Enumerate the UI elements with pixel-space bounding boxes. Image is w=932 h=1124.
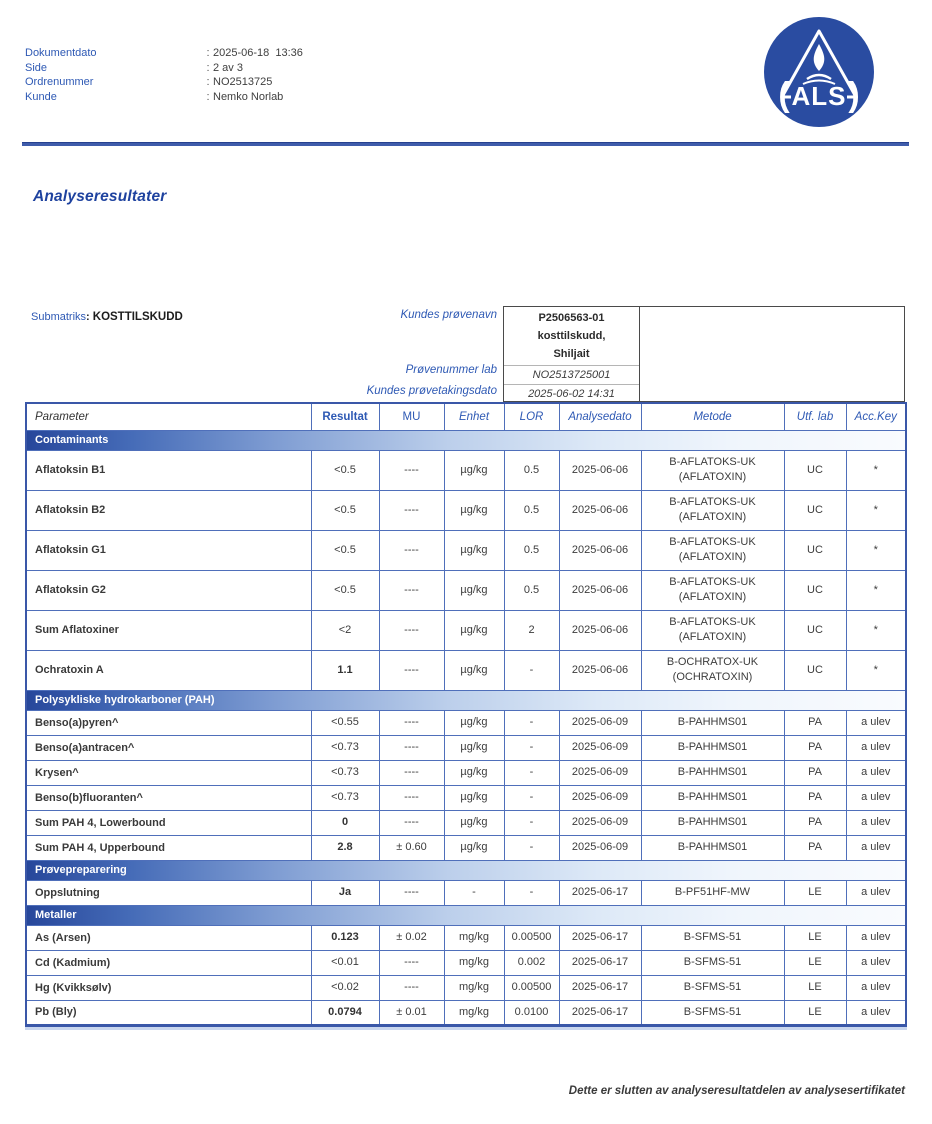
acc-key-cell: a ulev [846,835,906,860]
result-row [26,810,906,835]
method-cell: B-SFMS-51 [641,1000,784,1025]
field-separator: : [206,76,210,89]
sample-info-box [503,306,640,402]
results-table [25,402,907,1027]
parameter-cell: As (Arsen) [26,925,311,950]
als-logo-graphic [763,16,875,128]
acc-key-cell: a ulev [846,925,906,950]
lor-cell: 0.5 [504,530,559,570]
lor-cell: - [504,785,559,810]
acc-key-cell: a ulev [846,785,906,810]
col-header-mu: MU [379,403,444,430]
mu-cell: ± 0.02 [379,925,444,950]
mu-cell: ---- [379,570,444,610]
lor-cell: 0.00500 [504,975,559,1000]
parameter-cell: Aflatoksin B2 [26,490,311,530]
method-cell: B-SFMS-51 [641,975,784,1000]
result-cell: 2.8 [311,835,379,860]
submatriks-field [31,311,183,323]
acc-key-cell: a ulev [846,975,906,1000]
result-row [26,760,906,785]
result-cell: 1.1 [311,650,379,690]
result-cell: <0.55 [311,710,379,735]
lor-cell: 0.002 [504,950,559,975]
result-cell: <0.73 [311,760,379,785]
acc-key-cell: a ulev [846,880,906,905]
unit-cell: µg/kg [444,490,504,530]
col-header-utf-lab: Utf. lab [784,403,846,430]
logo-paren-open: ( [778,76,790,114]
lor-cell: - [504,760,559,785]
lab-cell: PA [784,735,846,760]
analysis-date-cell: 2025-06-09 [559,760,641,785]
analysis-date-cell: 2025-06-17 [559,950,641,975]
document-header-fields [25,46,303,104]
analysis-date-cell: 2025-06-17 [559,1000,641,1025]
section-band-row [26,690,906,710]
method-cell: B-PAHHMS01 [641,810,784,835]
result-row [26,835,906,860]
unit-cell: µg/kg [444,760,504,785]
section-band-title: Metaller [26,905,906,925]
parameter-cell: Aflatoksin B1 [26,450,311,490]
lab-cell: UC [784,490,846,530]
field-value: 2025-06-18 13:36 [213,47,303,59]
col-header-parameter: Parameter [26,403,311,430]
mu-cell: ---- [379,760,444,785]
header-divider [22,142,909,146]
header-field-side [25,61,303,76]
result-cell: 0.0794 [311,1000,379,1025]
unit-cell: mg/kg [444,925,504,950]
lor-cell: - [504,735,559,760]
analysis-date-cell: 2025-06-09 [559,785,641,810]
method-cell: B-SFMS-51 [641,950,784,975]
result-row [26,1000,906,1025]
unit-cell: µg/kg [444,530,504,570]
field-label: Ordrenummer [25,76,94,89]
lor-cell: 0.00500 [504,925,559,950]
result-row [26,925,906,950]
col-header-resultat: Resultat [311,403,379,430]
lor-cell: - [504,650,559,690]
acc-key-cell: * [846,490,906,530]
lab-cell: PA [784,810,846,835]
field-label: Kunde [25,90,57,103]
parameter-cell: Ochratoxin A [26,650,311,690]
unit-cell: µg/kg [444,650,504,690]
lab-cell: LE [784,925,846,950]
mu-cell: ± 0.60 [379,835,444,860]
parameter-cell: Benso(a)pyren^ [26,710,311,735]
col-header-enhet: Enhet [444,403,504,430]
acc-key-cell: * [846,450,906,490]
section-band-row [26,860,906,880]
col-header-analysedato: Analysedato [559,403,641,430]
lab-cell: UC [784,650,846,690]
result-cell: <0.5 [311,570,379,610]
lor-cell: - [504,835,559,860]
sample-name-line: P2506563-01 [538,312,605,324]
mu-cell: ---- [379,530,444,570]
analysis-date-cell: 2025-06-09 [559,710,641,735]
lab-cell: LE [784,950,846,975]
analysis-date-cell: 2025-06-17 [559,975,641,1000]
logo-text: ALS [791,81,847,111]
lor-cell: 0.0100 [504,1000,559,1025]
field-label: Side [25,61,48,74]
acc-key-cell: a ulev [846,710,906,735]
lor-cell: 0.5 [504,450,559,490]
parameter-cell: Pb (Bly) [26,1000,311,1025]
result-cell: Ja [311,880,379,905]
method-cell: B-AFLATOKS-UK (AFLATOXIN) [641,490,784,530]
unit-cell: µg/kg [444,785,504,810]
lab-number-value: NO2513725001 [504,365,639,384]
result-row [26,650,906,690]
unit-cell: µg/kg [444,450,504,490]
result-cell: <0.5 [311,490,379,530]
mu-cell: ---- [379,610,444,650]
unit-cell: mg/kg [444,1000,504,1025]
sampling-date-value: 2025-06-02 14:31 [504,384,639,403]
sample-name-line: Shiljait [553,348,590,360]
parameter-cell: Aflatoksin G1 [26,530,311,570]
lab-cell: LE [784,975,846,1000]
method-cell: B-PF51HF-MW [641,880,784,905]
field-label: Dokumentdato [25,47,97,59]
method-cell: B-PAHHMS01 [641,735,784,760]
analysis-date-cell: 2025-06-06 [559,570,641,610]
lab-cell: LE [784,1000,846,1025]
results-table-head-row [26,403,906,430]
lor-cell: 2 [504,610,559,650]
parameter-cell: Hg (Kvikksølv) [26,975,311,1000]
parameter-cell: Benso(b)fluoranten^ [26,785,311,810]
sample-name [504,307,639,365]
lor-cell: 0.5 [504,490,559,530]
lab-cell: UC [784,570,846,610]
result-row [26,785,906,810]
lab-number-label: Prøvenummer lab [405,364,497,376]
unit-cell: mg/kg [444,950,504,975]
mu-cell: ---- [379,710,444,735]
analysis-date-cell: 2025-06-09 [559,835,641,860]
acc-key-cell: * [846,650,906,690]
section-band-title: Contaminants [26,430,906,450]
result-cell: 0 [311,810,379,835]
mu-cell: ---- [379,880,444,905]
sample-name-label: Kundes prøvenavn [400,309,497,321]
field-value: NO2513725 [213,76,273,89]
result-row [26,450,906,490]
unit-cell: mg/kg [444,975,504,1000]
lab-cell: UC [784,450,846,490]
result-row [26,880,906,905]
method-cell: B-PAHHMS01 [641,710,784,735]
result-row [26,490,906,530]
acc-key-cell: * [846,530,906,570]
sample-info-empty-box [640,306,905,402]
parameter-cell: Krysen^ [26,760,311,785]
field-separator: : [206,47,210,59]
mu-cell: ---- [379,490,444,530]
lab-cell: PA [784,760,846,785]
submatriks-value: KOSTTILSKUDD [92,311,183,323]
parameter-cell: Benso(a)antracen^ [26,735,311,760]
method-cell: B-AFLATOKS-UK (AFLATOXIN) [641,610,784,650]
analysis-date-cell: 2025-06-06 [559,650,641,690]
unit-cell: µg/kg [444,735,504,760]
unit-cell: µg/kg [444,810,504,835]
result-row [26,610,906,650]
acc-key-cell: * [846,610,906,650]
result-cell: <0.5 [311,530,379,570]
footer-note: Dette er slutten av analyseresultatdelen av analysesertifikatet [568,1085,905,1097]
acc-key-cell: a ulev [846,810,906,835]
parameter-cell: Cd (Kadmium) [26,950,311,975]
mu-cell: ---- [379,650,444,690]
result-cell: <0.5 [311,450,379,490]
analysis-date-cell: 2025-06-09 [559,810,641,835]
analysis-date-cell: 2025-06-09 [559,735,641,760]
unit-cell: µg/kg [444,710,504,735]
col-header-metode: Metode [641,403,784,430]
field-separator: : [206,61,210,74]
acc-key-cell: a ulev [846,1000,906,1025]
mu-cell: ---- [379,785,444,810]
lab-cell: PA [784,835,846,860]
result-row [26,530,906,570]
analysis-date-cell: 2025-06-06 [559,490,641,530]
logo-paren-close: ) [848,76,860,114]
method-cell: B-OCHRATOX-UK (OCHRATOXIN) [641,650,784,690]
result-cell: <0.02 [311,975,379,1000]
section-band-title: Polysykliske hydrokarboner (PAH) [26,690,906,710]
unit-cell: - [444,880,504,905]
analysis-date-cell: 2025-06-06 [559,610,641,650]
lor-cell: - [504,710,559,735]
col-header-acc-key: Acc.Key [846,403,906,430]
section-band-row [26,430,906,450]
lor-cell: - [504,810,559,835]
mu-cell: ---- [379,735,444,760]
sampling-date-label: Kundes prøvetakingsdato [366,385,497,397]
analysis-date-cell: 2025-06-17 [559,925,641,950]
results-table-container [25,402,906,1027]
acc-key-cell: a ulev [846,760,906,785]
analysis-date-cell: 2025-06-06 [559,450,641,490]
mu-cell: ---- [379,810,444,835]
lab-cell: UC [784,530,846,570]
method-cell: B-AFLATOKS-UK (AFLATOXIN) [641,450,784,490]
als-logo [763,16,875,128]
section-band-title: Prøvepreparering [26,860,906,880]
mu-cell: ---- [379,950,444,975]
lab-cell: PA [784,710,846,735]
field-separator: : [206,90,210,103]
result-cell: <0.73 [311,735,379,760]
header-field-dokumentdato [25,46,303,61]
field-value: 2 av 3 [213,61,243,74]
mu-cell: ---- [379,450,444,490]
parameter-cell: Aflatoksin G2 [26,570,311,610]
method-cell: B-PAHHMS01 [641,785,784,810]
header-field-kunde [25,90,303,105]
acc-key-cell: a ulev [846,950,906,975]
field-value: Nemko Norlab [213,90,284,103]
lab-cell: UC [784,610,846,650]
result-row [26,950,906,975]
mu-cell: ± 0.01 [379,1000,444,1025]
mu-cell: ---- [379,975,444,1000]
lab-cell: LE [784,880,846,905]
header-field-ordrenummer [25,75,303,90]
result-row [26,735,906,760]
unit-cell: µg/kg [444,570,504,610]
acc-key-cell: * [846,570,906,610]
result-cell: <0.01 [311,950,379,975]
section-band-row [26,905,906,925]
parameter-cell: Sum PAH 4, Upperbound [26,835,311,860]
result-cell: <2 [311,610,379,650]
lor-cell: - [504,880,559,905]
lor-cell: 0.5 [504,570,559,610]
analysis-date-cell: 2025-06-06 [559,530,641,570]
result-cell: <0.73 [311,785,379,810]
unit-cell: µg/kg [444,835,504,860]
submatriks-separator: : [86,311,90,323]
submatriks-label: Submatriks [31,311,87,323]
unit-cell: µg/kg [444,610,504,650]
lab-cell: PA [784,785,846,810]
method-cell: B-PAHHMS01 [641,835,784,860]
result-row [26,710,906,735]
parameter-cell: Sum PAH 4, Lowerbound [26,810,311,835]
method-cell: B-AFLATOKS-UK (AFLATOXIN) [641,530,784,570]
result-cell: 0.123 [311,925,379,950]
parameter-cell: Sum Aflatoxiner [26,610,311,650]
results-table-body [26,430,906,1025]
result-row [26,570,906,610]
page-title: Analyseresultater [33,188,167,205]
method-cell: B-PAHHMS01 [641,760,784,785]
col-header-lor: LOR [504,403,559,430]
result-row [26,975,906,1000]
method-cell: B-SFMS-51 [641,925,784,950]
method-cell: B-AFLATOKS-UK (AFLATOXIN) [641,570,784,610]
analysis-date-cell: 2025-06-17 [559,880,641,905]
parameter-cell: Oppslutning [26,880,311,905]
sample-name-line: kosttilskudd, [537,330,606,342]
acc-key-cell: a ulev [846,735,906,760]
